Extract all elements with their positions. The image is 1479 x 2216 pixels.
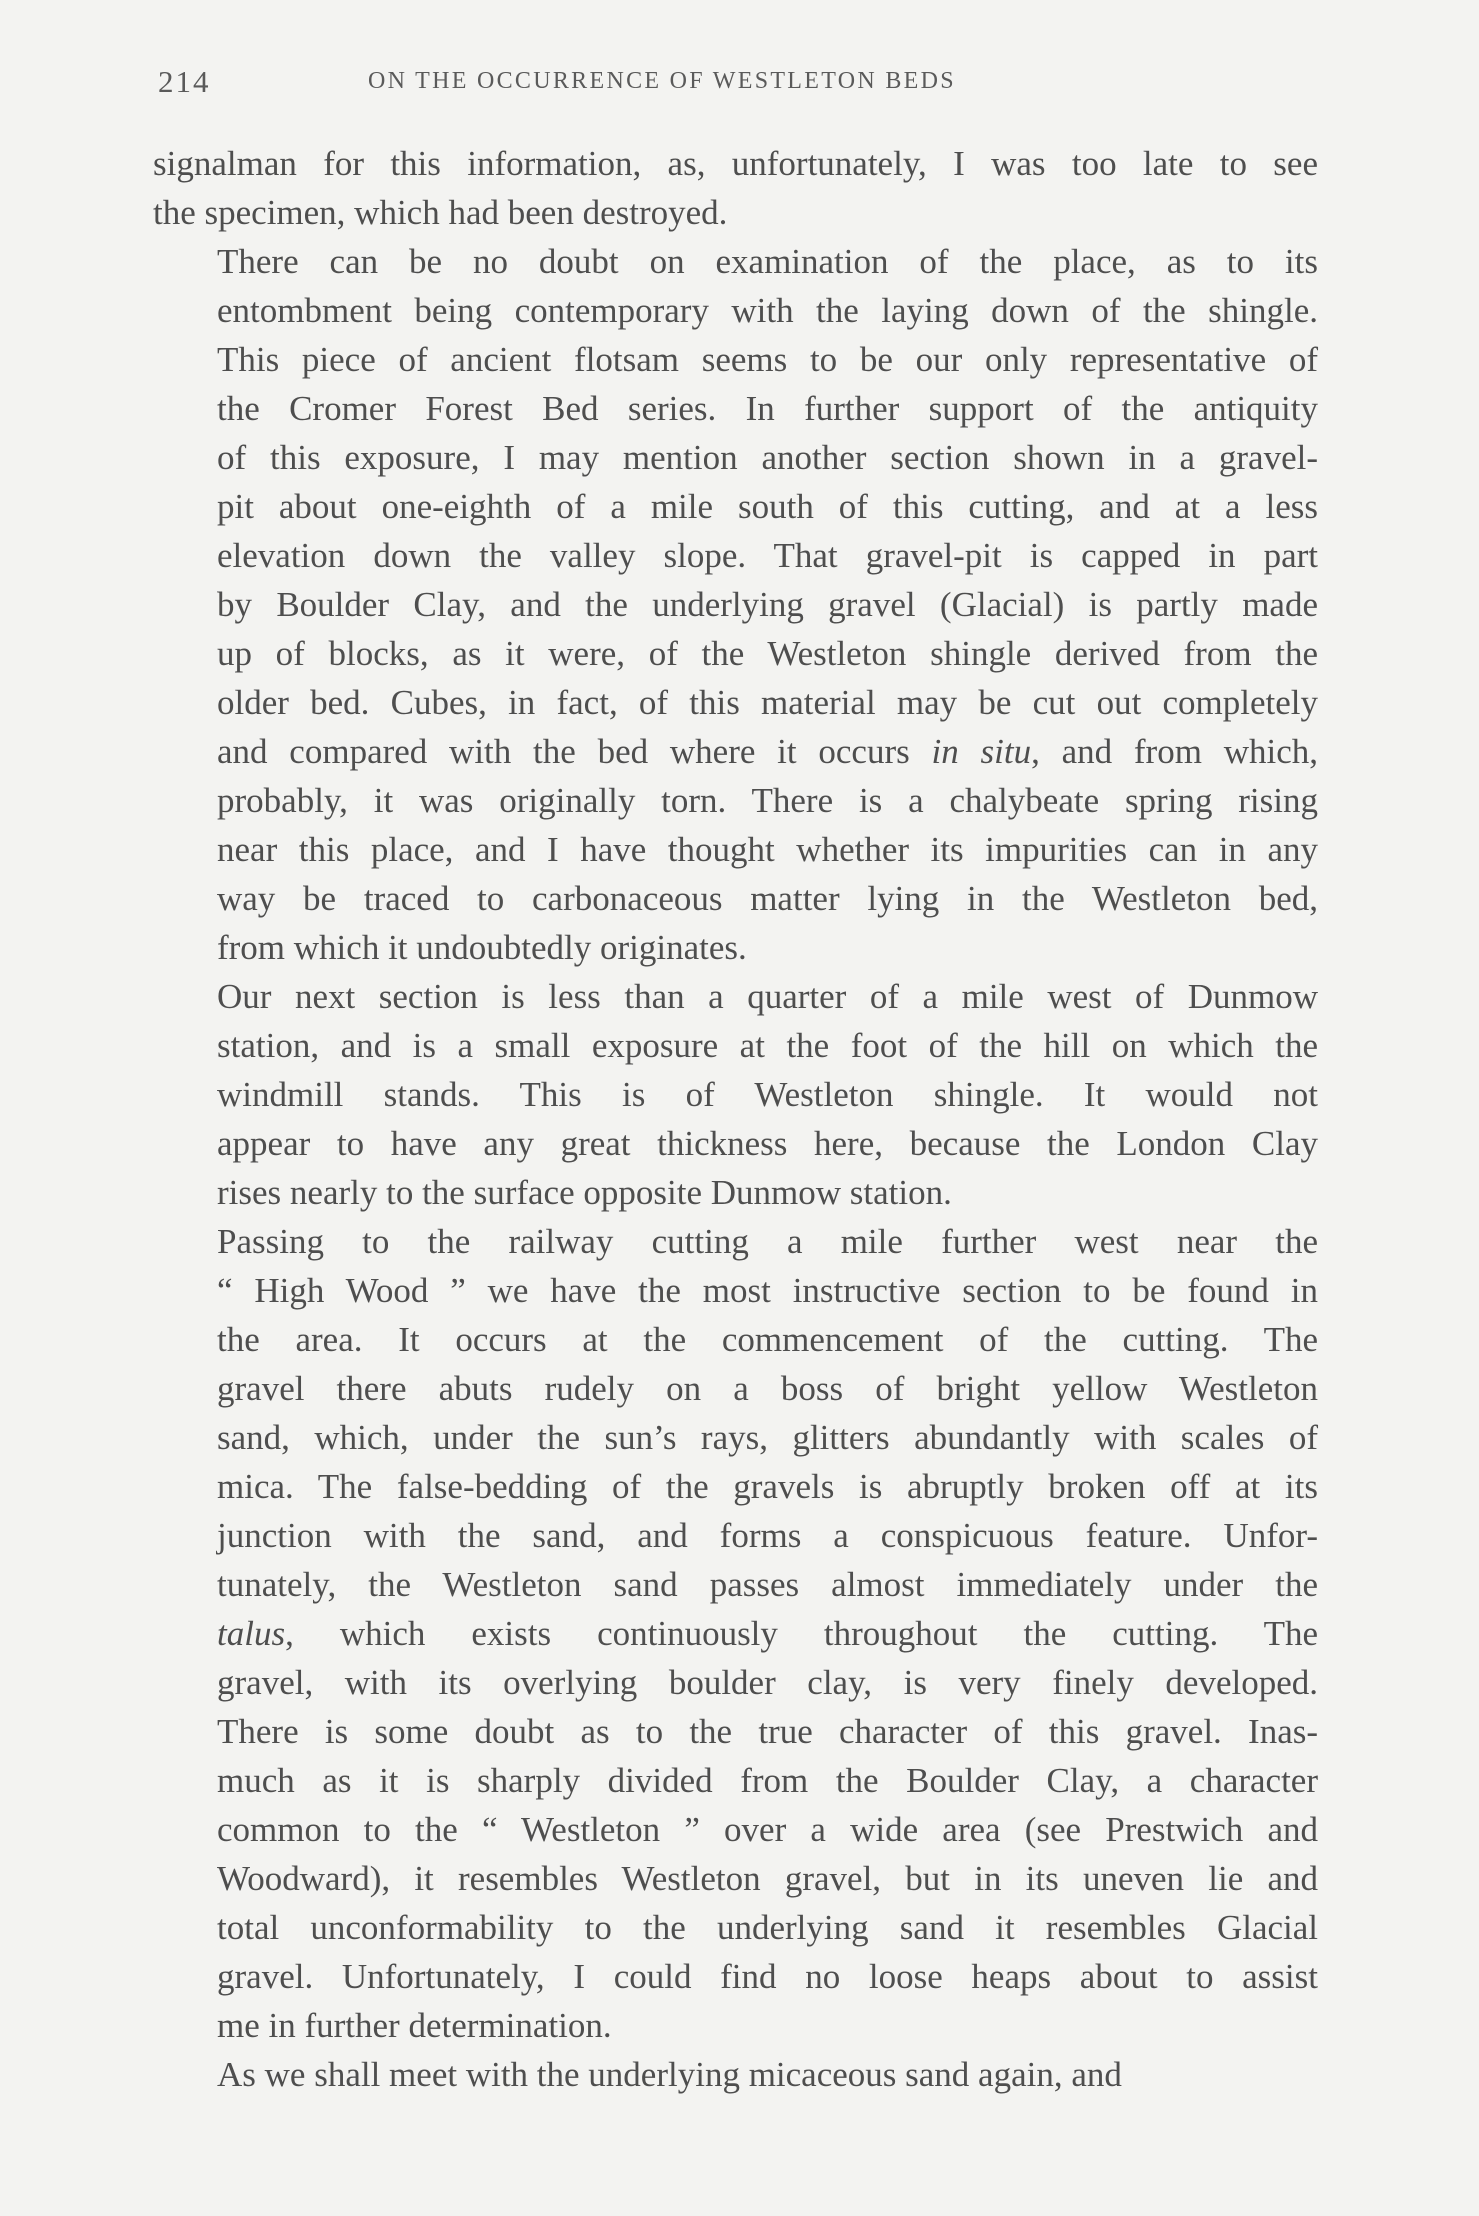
text-line: from which it undoubtedly originates. (217, 928, 747, 967)
text-line: station, and is a small exposure at the foot of the hill on which the (217, 1026, 1318, 1065)
text-line: windmill stands. This is of Westleton shingle. It would not (217, 1075, 1318, 1114)
text-line: rises nearly to the surface opposite Dunmow station. (217, 1173, 952, 1212)
italic-term: in situ (931, 732, 1032, 771)
text-line: much as it is sharply divided from the Boulder Clay, a character (217, 1761, 1318, 1800)
text-line: junction with the sand, and forms a conspicuous feature. Unfor- (217, 1516, 1318, 1555)
text-line: of this exposure, I may mention another section shown in a gravel- (217, 438, 1318, 477)
text-line: signalman for this information, as, unfortunately, I was too late to see (153, 144, 1318, 183)
text-line: common to the “ Westleton ” over a wide area (see Prestwich and (217, 1810, 1318, 1849)
text-line: gravel there abuts rudely on a boss of bright yellow Westleton (217, 1369, 1318, 1408)
text-line: the area. It occurs at the commencement of the cutting. The (217, 1320, 1318, 1359)
running-head (158, 64, 1318, 104)
paragraph (153, 972, 1318, 1217)
text-line: near this place, and I have thought whether its impurities can in any (217, 830, 1318, 869)
text-line: entombment being contemporary with the laying down of the shingle. (217, 291, 1318, 330)
body-text (153, 139, 1318, 2099)
text-line: me in further determination. (217, 2006, 612, 2045)
text-line: There is some doubt as to the true character of this gravel. Inas- (217, 1712, 1318, 1751)
text-line: Our next section is less than a quarter of a mile west of Dunmow (217, 977, 1318, 1016)
text-line: mica. The false-bedding of the gravels is abruptly broken off at its (217, 1467, 1318, 1506)
text-line: elevation down the valley slope. That gravel-pit is capped in part (217, 536, 1318, 575)
running-title: ON THE OCCURRENCE OF WESTLETON BEDS (368, 68, 956, 94)
page-number: 214 (158, 64, 211, 99)
text-line: sand, which, under the sun’s rays, glitters abundantly with scales of (217, 1418, 1318, 1457)
text-line: the specimen, which had been destroyed. (153, 193, 728, 232)
text-line: the Cromer Forest Bed series. In further support of the antiquity (217, 389, 1318, 428)
text-line: gravel. Unfortunately, I could find no loose heaps about to assist (217, 1957, 1318, 1996)
text-line: talus, which exists continuously throughout the cutting. The (217, 1614, 1318, 1653)
text-line: probably, it was originally torn. There is a chalybeate spring rising (217, 781, 1318, 820)
text-line: appear to have any great thickness here, because the London Clay (217, 1124, 1318, 1163)
text-line: total unconformability to the underlying sand it resembles Glacial (217, 1908, 1318, 1947)
text-line: “ High Wood ” we have the most instructive section to be found in (217, 1271, 1318, 1310)
text-line: There can be no doubt on examination of the place, as to its (217, 242, 1318, 281)
paragraph (153, 139, 1318, 237)
text-line: As we shall meet with the underlying micaceous sand again, and (217, 2055, 1122, 2094)
text-line: tunately, the Westleton sand passes almost immediately under the (217, 1565, 1318, 1604)
text-line: up of blocks, as it were, of the Westleton shingle derived from the (217, 634, 1318, 673)
text-line: pit about one-eighth of a mile south of this cutting, and at a less (217, 487, 1318, 526)
text-line: gravel, with its overlying boulder clay, is very finely developed. (217, 1663, 1318, 1702)
paragraph (153, 1217, 1318, 2050)
text-line: This piece of ancient flotsam seems to be our only representative of (217, 340, 1318, 379)
text-line: Passing to the railway cutting a mile further west near the (217, 1222, 1318, 1261)
paragraph (153, 2050, 1318, 2099)
text-line: and compared with the bed where it occurs in situ, and from which, (217, 732, 1318, 771)
text-line: older bed. Cubes, in fact, of this material may be cut out completely (217, 683, 1318, 722)
text-line: Woodward), it resembles Westleton gravel, but in its uneven lie and (217, 1859, 1318, 1898)
text-line: way be traced to carbonaceous matter lying in the Westleton bed, (217, 879, 1318, 918)
text-line: by Boulder Clay, and the underlying gravel (Glacial) is partly made (217, 585, 1318, 624)
italic-term: talus (217, 1614, 286, 1653)
paragraph (153, 237, 1318, 972)
